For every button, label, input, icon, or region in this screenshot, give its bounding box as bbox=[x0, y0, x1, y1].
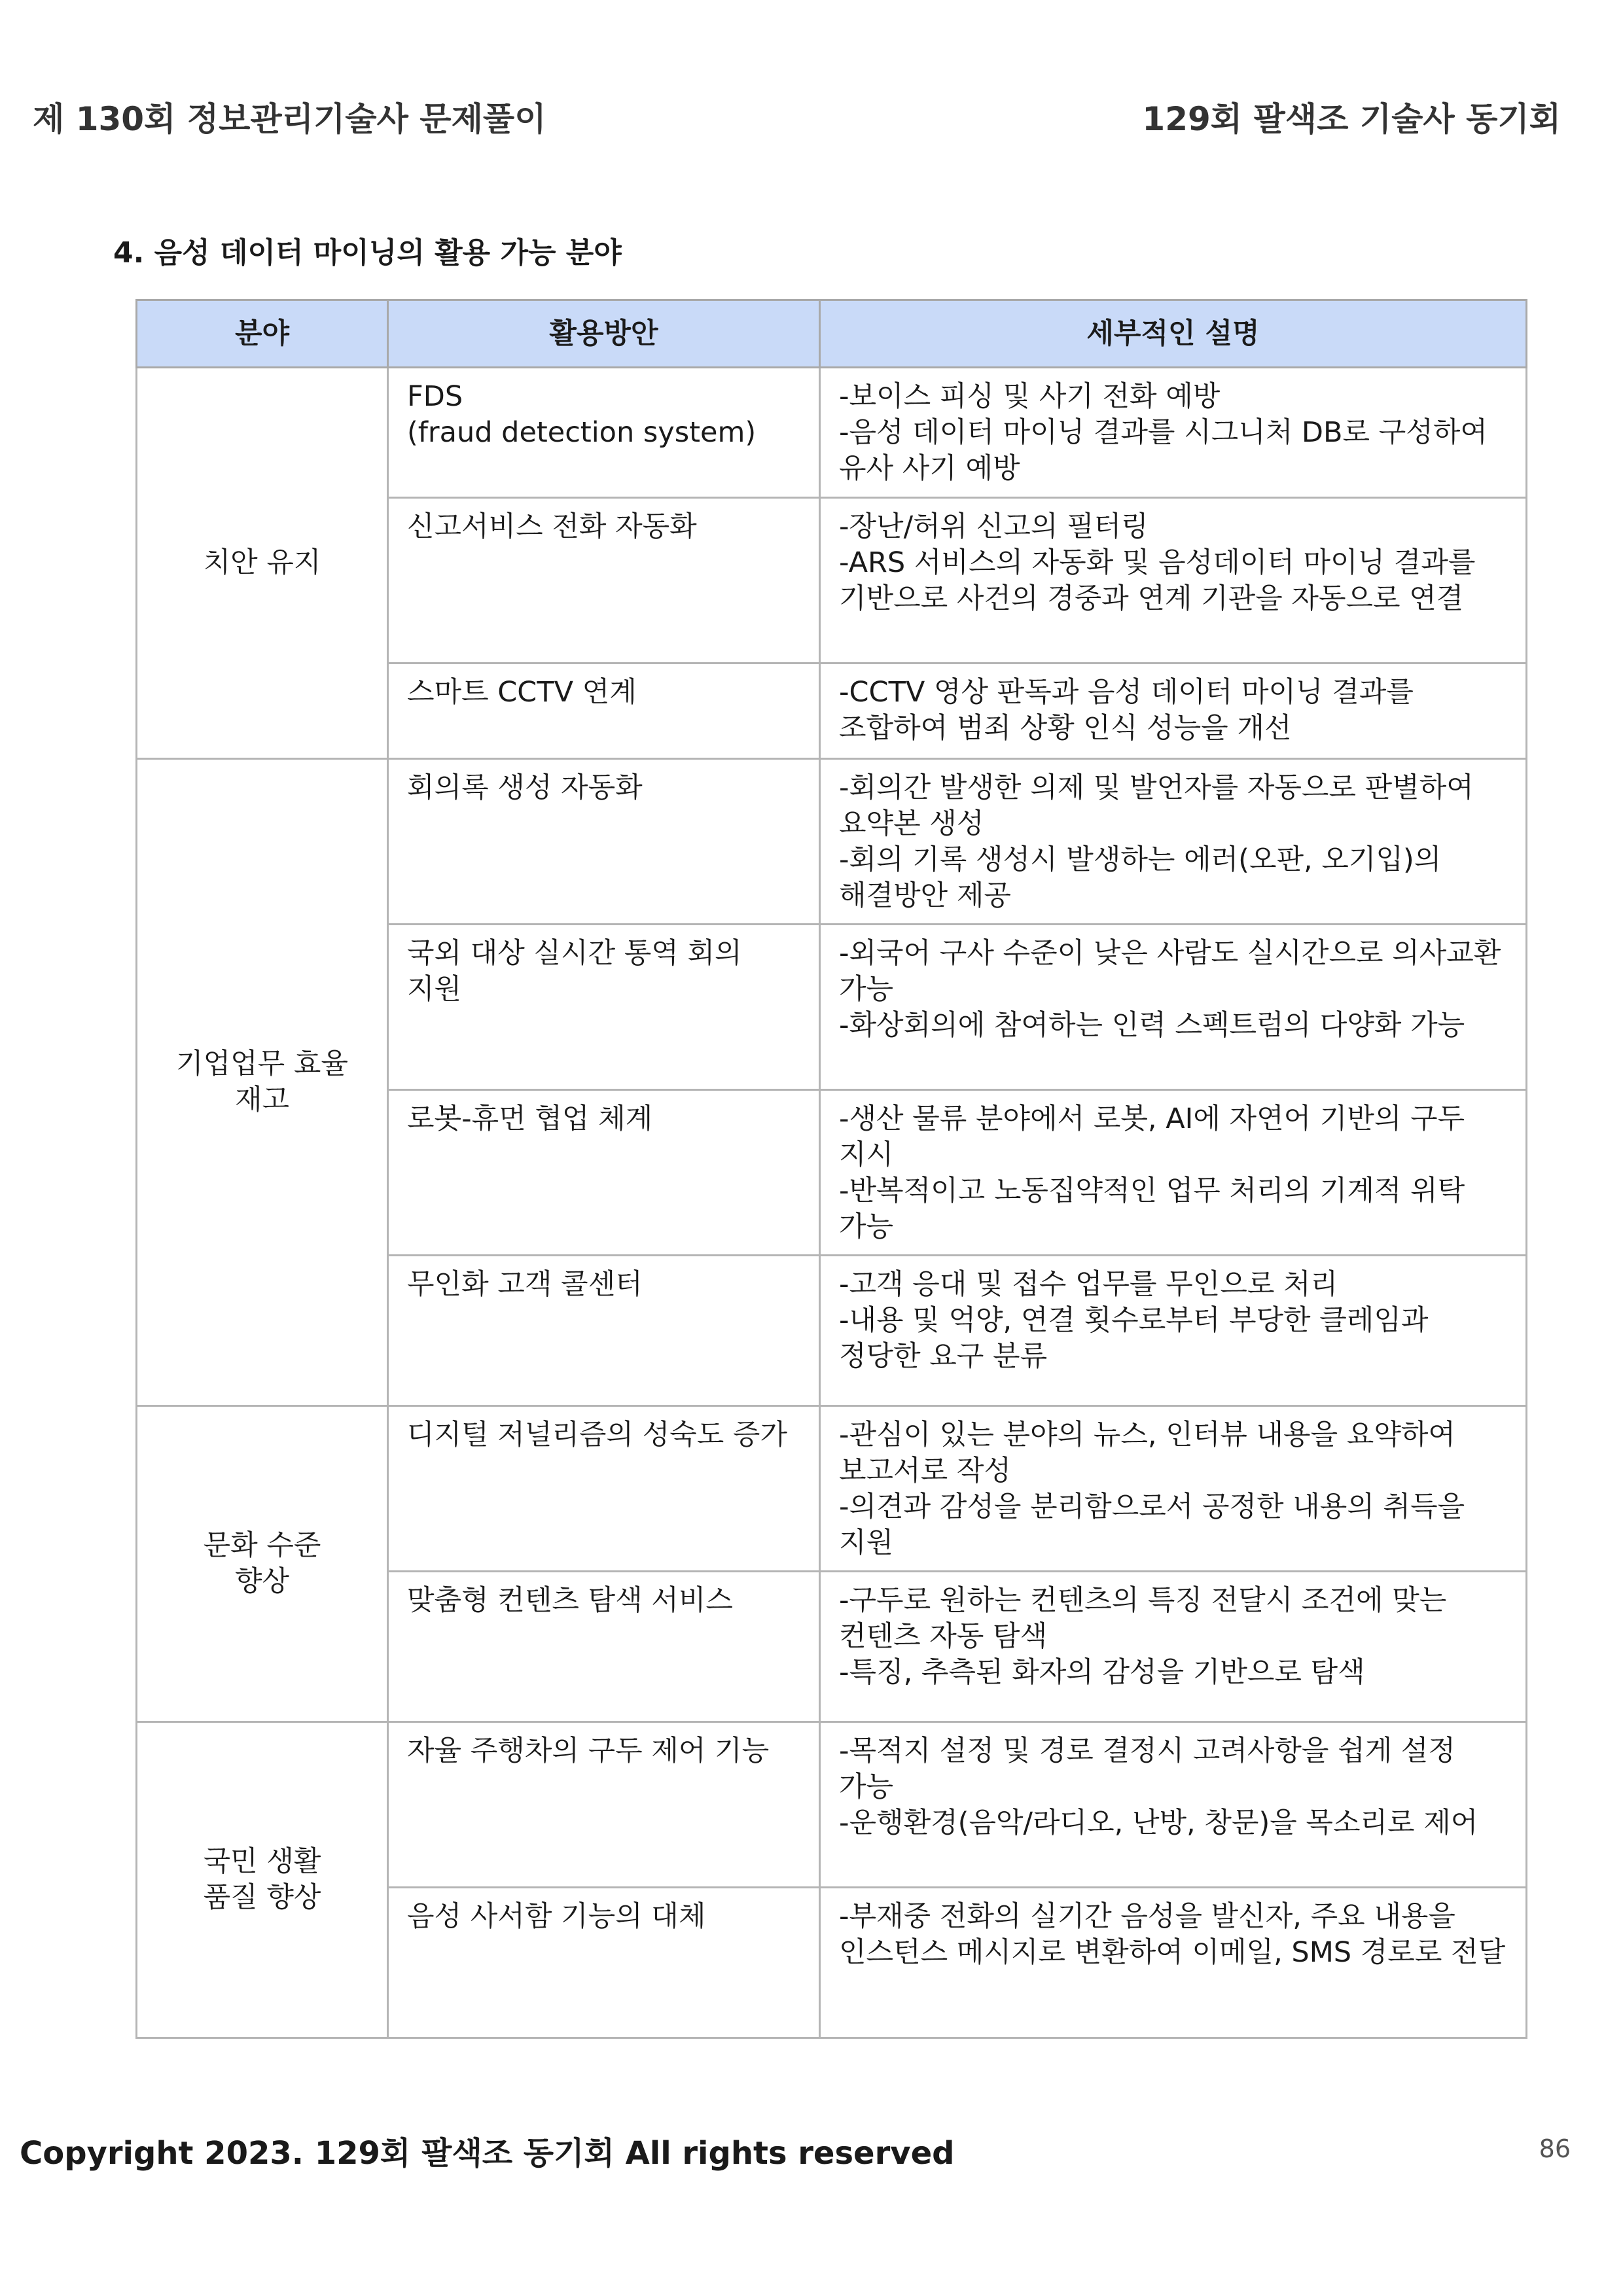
description-line: -음성 데이터 마이닝 결과를 시그니처 DB로 구성하여 유사 사기 예방 bbox=[839, 416, 1488, 485]
method-cell bbox=[388, 1888, 820, 2038]
method-label: 신고서비스 전화 자동화 bbox=[407, 510, 697, 543]
description-cell bbox=[820, 1572, 1527, 1722]
category-cell bbox=[137, 368, 388, 759]
category-cell bbox=[137, 1406, 388, 1722]
method-cell bbox=[388, 1406, 820, 1572]
method-label: 국외 대상 실시간 통역 회의 지원 bbox=[407, 937, 742, 1006]
header-left-title: 제 130회 정보관리기술사 문제풀이 bbox=[33, 100, 546, 138]
method-cell bbox=[388, 925, 820, 1090]
description-cell bbox=[820, 368, 1527, 498]
description-line: -외국어 구사 수준이 낮은 사람도 실시간으로 의사교환 가능 bbox=[839, 937, 1501, 1006]
description-line: -구두로 원하는 컨텐츠의 특징 전달시 조건에 맞는 컨텐츠 자동 탐색 bbox=[839, 1584, 1447, 1653]
description-line: -화상회의에 참여하는 인력 스펙트럼의 다양화 가능 bbox=[839, 1009, 1465, 1042]
page-number: 86 bbox=[1539, 2134, 1571, 2163]
table-row bbox=[137, 1406, 1527, 1572]
description-line: -목적지 설정 및 경로 결정시 고려사항을 쉽게 설정 가능 bbox=[839, 1735, 1455, 1803]
description-line: -생산 물류 분야에서 로봇, AI에 자연어 기반의 구두 지시 bbox=[839, 1103, 1465, 1171]
method-cell bbox=[388, 1256, 820, 1406]
method-cell bbox=[388, 663, 820, 759]
header-category: 분야 bbox=[137, 300, 388, 368]
description-cell bbox=[820, 1722, 1527, 1888]
method-label: 로봇-휴먼 협업 체계 bbox=[407, 1103, 653, 1135]
description-line: -회의 기록 생성시 발생하는 에러(오판, 오기입)의 해결방안 제공 bbox=[839, 843, 1442, 912]
description-cell bbox=[820, 1406, 1527, 1572]
description-line: -장난/허위 신고의 필터링 bbox=[839, 510, 1149, 543]
method-label: 회의록 생성 자동화 bbox=[407, 771, 643, 804]
method-label: 맞춤형 컨텐츠 탐색 서비스 bbox=[407, 1584, 733, 1617]
description-line: -보이스 피싱 및 사기 전화 예방 bbox=[839, 380, 1221, 413]
method-label: 스마트 CCTV 연계 bbox=[407, 676, 637, 709]
category-cell bbox=[137, 1722, 388, 2038]
description-line: -내용 및 억양, 연결 횟수로부터 부당한 클레임과 정당한 요구 분류 bbox=[839, 1304, 1429, 1373]
method-cell bbox=[388, 368, 820, 498]
description-cell bbox=[820, 1888, 1527, 2038]
method-cell bbox=[388, 759, 820, 925]
description-line: -회의간 발생한 의제 및 발언자를 자동으로 판별하여 요약본 생성 bbox=[839, 771, 1474, 840]
table-row bbox=[137, 368, 1527, 498]
description-line: -특징, 추측된 화자의 감성을 기반으로 탐색 bbox=[839, 1656, 1365, 1689]
method-cell bbox=[388, 498, 820, 663]
description-line: -반복적이고 노동집약적인 업무 처리의 기계적 위탁 가능 bbox=[839, 1174, 1465, 1243]
description-line: -부재중 전화의 실기간 음성을 발신자, 주요 내용을 인스턴스 메시지로 변환하여 이메일, SMS 경로로 전달 bbox=[839, 1900, 1506, 1969]
category-label: 문화 수준 향상 bbox=[203, 1529, 321, 1598]
category-label: 국민 생활 품질 향상 bbox=[203, 1845, 321, 1914]
method-label: 디지털 저널리즘의 성숙도 증가 bbox=[407, 1419, 787, 1451]
footer-copyright: Copyright 2023. 129회 팔색조 동기회 All rights reserved bbox=[20, 2135, 955, 2172]
category-cell bbox=[137, 759, 388, 1406]
method-label: 음성 사서함 기능의 대체 bbox=[407, 1900, 706, 1933]
category-label: 치안 유지 bbox=[203, 546, 321, 579]
description-cell bbox=[820, 925, 1527, 1090]
description-line: -고객 응대 및 접수 업무를 무인으로 처리 bbox=[839, 1268, 1338, 1301]
description-line: -ARS 서비스의 자동화 및 음성데이터 마이닝 결과를 기반으로 사건의 경중과 연계 기관을 자동으로 연결 bbox=[839, 546, 1476, 615]
table-header-row bbox=[137, 300, 1527, 368]
method-label: 무인화 고객 콜센터 bbox=[407, 1268, 643, 1301]
description-cell bbox=[820, 498, 1527, 663]
method-cell bbox=[388, 1572, 820, 1722]
description-line: -관심이 있는 분야의 뉴스, 인터뷰 내용을 요약하여 보고서로 작성 bbox=[839, 1419, 1455, 1487]
category-label: 기업업무 효율 재고 bbox=[176, 1048, 348, 1116]
description-line: -의견과 감성을 분리함으로서 공정한 내용의 취득을 지원 bbox=[839, 1491, 1465, 1559]
method-cell bbox=[388, 1090, 820, 1256]
method-label: 자율 주행차의 구두 제어 기능 bbox=[407, 1735, 770, 1767]
description-cell bbox=[820, 663, 1527, 759]
header-method: 활용방안 bbox=[388, 300, 820, 368]
header-right-title: 129회 팔색조 기술사 동기회 bbox=[1142, 100, 1561, 138]
method-label: FDS (fraud detection system) bbox=[407, 380, 757, 449]
description-cell bbox=[820, 1256, 1527, 1406]
description-line: -CCTV 영상 판독과 음성 데이터 마이닝 결과를 조합하여 범죄 상황 인식 성능을 개선 bbox=[839, 676, 1414, 745]
usage-table bbox=[135, 299, 1527, 2039]
header-description: 세부적인 설명 bbox=[820, 300, 1527, 368]
table-row bbox=[137, 1722, 1527, 1888]
section-title: 4. 음성 데이터 마이닝의 활용 가능 분야 bbox=[113, 236, 622, 270]
description-line: -운행환경(음악/라디오, 난방, 창문)을 목소리로 제어 bbox=[839, 1807, 1478, 1839]
description-cell bbox=[820, 1090, 1527, 1256]
description-cell bbox=[820, 759, 1527, 925]
method-cell bbox=[388, 1722, 820, 1888]
table-row bbox=[137, 759, 1527, 925]
